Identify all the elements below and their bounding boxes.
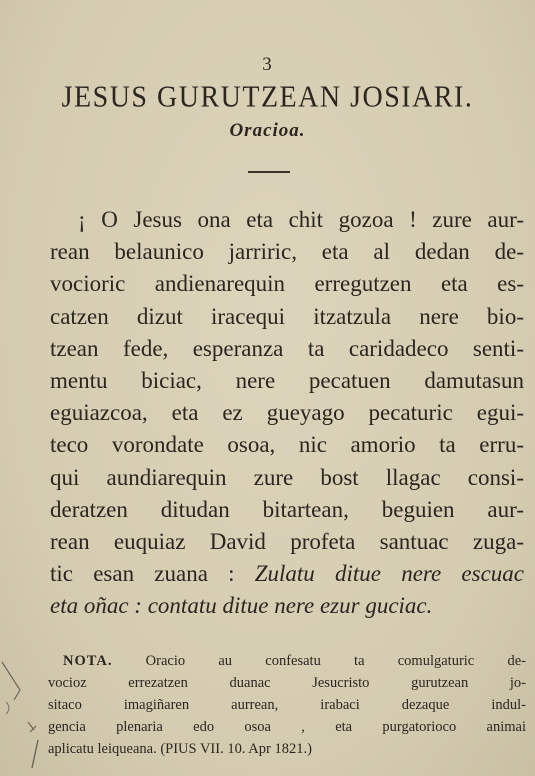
prayer-line: rean belaunico jarriric, eta al dedan de-	[50, 239, 524, 265]
prayer-line: rean euquiaz David profeta santuac zuga-	[50, 529, 524, 555]
prayer-line: catzen dizut iracequi itzatzula nere bio-	[50, 303, 524, 329]
prayer-line: eguiazcoa, eta ez gueyago pecaturic egui-	[50, 400, 524, 426]
decorative-rule	[248, 171, 290, 173]
footnote-line: aplicatu leiqueana. (PIUS VII. 10. Apr 1821.)	[48, 741, 312, 757]
footnote-line: sitaco imagiñaren aurrean, irabaci dezaque indul-	[48, 697, 526, 713]
scripture-quote-end: eta oñac : contatu ditue nere ezur guciac.	[50, 593, 433, 619]
footnote-line	[48, 650, 526, 672]
prayer-line	[50, 558, 524, 590]
scripture-quote: Zulatu ditue nere escuac	[254, 561, 524, 587]
page-number: 3	[262, 54, 273, 75]
prayer-line: mentu biciac, nere pecatuen damutasun	[50, 368, 524, 394]
footnote-label: NOTA.	[63, 653, 113, 669]
footnote	[48, 650, 526, 760]
prayer-text	[50, 204, 524, 623]
prayer-line	[50, 590, 524, 622]
margin-pencil-marks	[0, 640, 40, 776]
page-title: JESUS GURUTZEAN JOSIARI.	[61, 80, 474, 115]
prayer-line: ¡ O Jesus ona eta chit gozoa ! zure aur-	[78, 207, 524, 232]
footnote-line: vocioz errezatzen duanac Jesucristo gurutzean jo-	[48, 675, 526, 691]
prayer-line: teco vorondate osoa, nic amorio ta erru-	[50, 432, 524, 458]
prayer-line: qui aundiarequin zure bost llagac consi-	[50, 464, 524, 490]
prayer-line: deratzen ditudan bitartean, beguien aur-	[50, 496, 524, 522]
prayer-line: vocioric andienarequin erregutzen eta es-	[50, 271, 524, 297]
footnote-line: gencia plenaria edo osoa , eta purgatorioco animai	[48, 719, 526, 735]
prayer-line-plain: tic esan zuana :	[50, 561, 255, 587]
section-subtitle: Oracioa.	[229, 120, 306, 141]
prayer-line: tzean fede, esperanza ta caridadeco senti-	[50, 335, 524, 361]
footnote-text: Oracio au confesatu ta comulgaturic de-	[112, 653, 526, 669]
